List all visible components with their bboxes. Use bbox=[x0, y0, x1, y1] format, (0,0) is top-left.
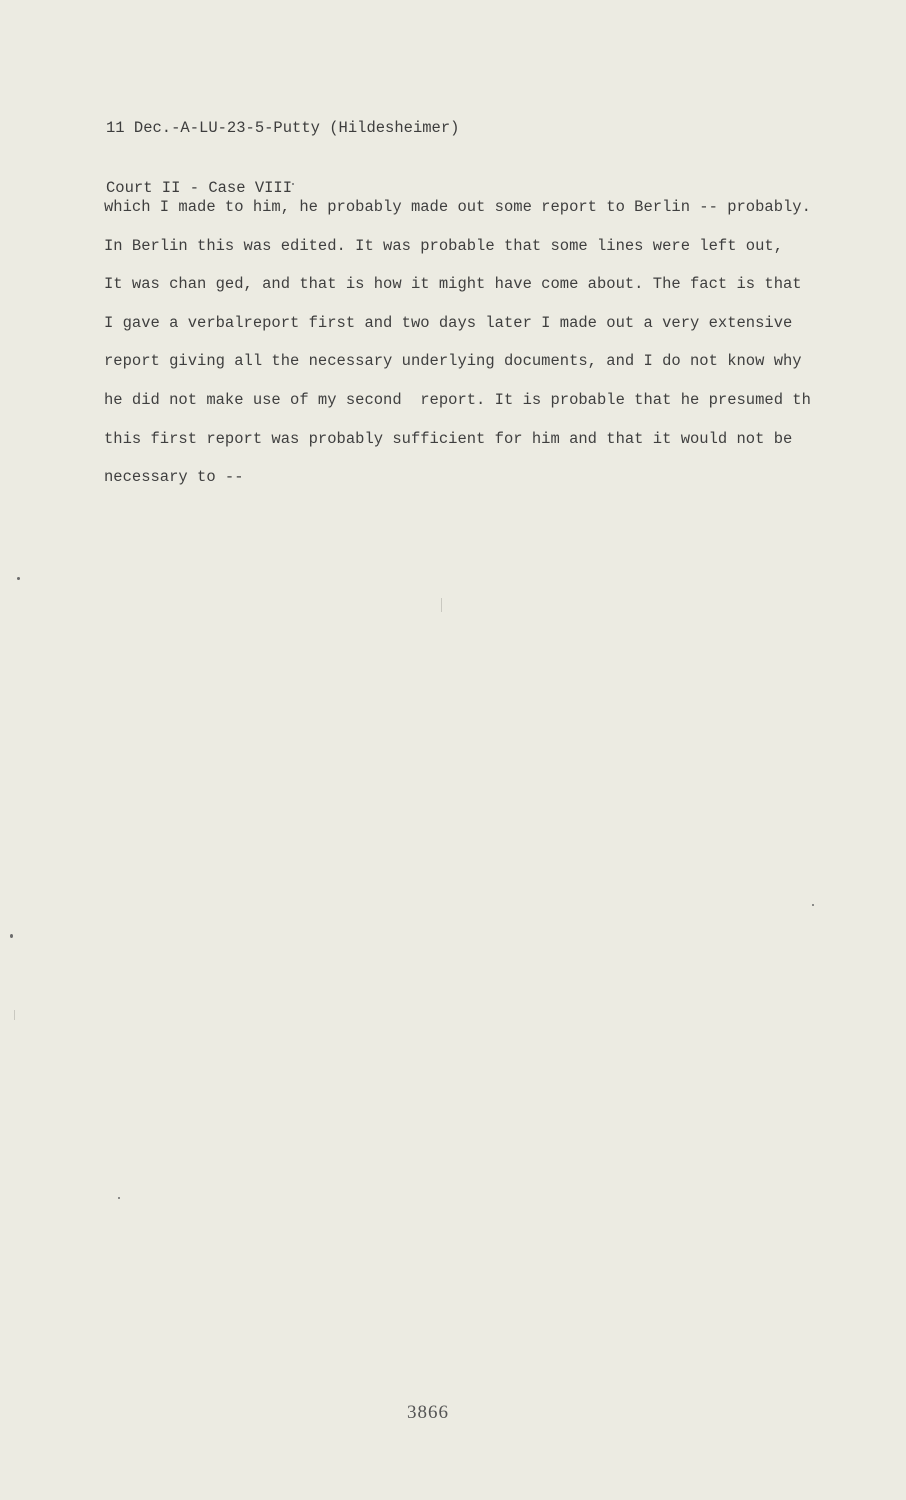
paper-speck bbox=[17, 577, 20, 580]
transcript-line: which I made to him, he probably made out some report to Berlin -- probably. bbox=[104, 198, 811, 216]
transcript-line: It was chan ged, and that is how it might have come about. The fact is that bbox=[104, 275, 802, 294]
paper-crease-mark bbox=[441, 598, 442, 612]
transcript-line: I gave a verbalreport first and two days later I made out a very extensive bbox=[104, 313, 793, 332]
transcript-body bbox=[104, 196, 864, 505]
transcript-line: necessary to -- bbox=[104, 468, 244, 487]
page-number: 3866 bbox=[407, 1402, 449, 1423]
paper-speck bbox=[812, 904, 814, 906]
header-court-case: Court II - Case VIII bbox=[106, 179, 293, 197]
transcript-line: report giving all the necessary underlying documents, and I do not know why bbox=[104, 352, 802, 371]
transcript-line: In Berlin this was edited. It was probable that some lines were left out, bbox=[104, 236, 784, 255]
paper-speck bbox=[10, 934, 13, 938]
paper-speck bbox=[118, 1197, 120, 1199]
paper-speck bbox=[292, 183, 294, 185]
transcript-line: he did not make use of my second report. It is probable that he presumed th bbox=[104, 390, 811, 409]
paper-crease-mark bbox=[14, 1010, 15, 1020]
header-document-reference: 11 Dec.-A-LU-23-5-Putty (Hildesheimer) bbox=[106, 119, 460, 137]
transcript-line: this first report was probably sufficient for him and that it would not be bbox=[104, 429, 793, 448]
